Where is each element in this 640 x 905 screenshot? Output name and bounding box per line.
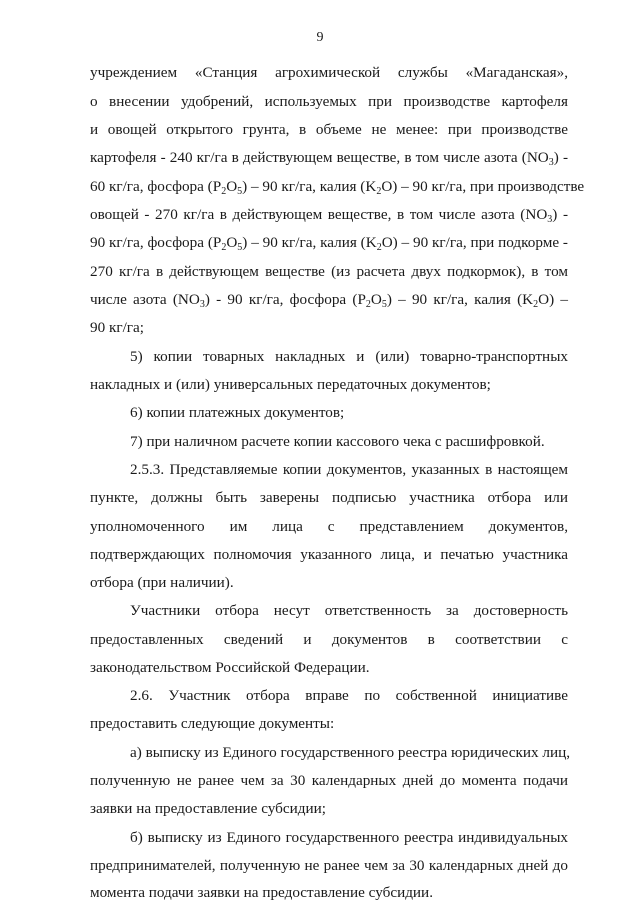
subscript: 2 xyxy=(221,242,227,253)
text-line: накладных и (или) универсальных передаточных документов; xyxy=(90,376,491,393)
text-line: овощей - 270 кг/га в действующем веществе, в том числе азота $(NO_3)$ - xyxy=(90,206,568,225)
text-line: 6) копии платежных документов; xyxy=(130,404,345,421)
subscript: 3 xyxy=(547,214,553,225)
text-line: момента подачи заявки на предоставление субсидии. xyxy=(90,884,433,901)
text-line: уполномоченного им лица с представлением документов, xyxy=(90,518,568,535)
text-line: 90 кг/га, фосфора $(P_2O_5) - 90$ кг/га, калия $(K_2O) - 90$ кг/га, при подкорме - xyxy=(90,234,568,253)
text-line: 60 кг/га, фосфора $(P_2O_5) - 90$ кг/га, калия $(K_2O) - 90$ кг/га, при производстве xyxy=(90,178,585,197)
page-number: 9 xyxy=(316,30,324,45)
subscript: 2 xyxy=(376,186,382,197)
subscript: 2 xyxy=(221,186,227,197)
text-line: подтверждающих полномочия указанного лица, и печатью участника xyxy=(90,546,568,563)
text-line: заявки на предоставление субсидии; xyxy=(90,800,326,817)
text-line: 270 кг/га в действующем веществе (из расчета двух подкормок), в том xyxy=(90,263,568,280)
text-line: предоставить следующие документы: xyxy=(90,715,335,732)
text-line: предпринимателей, полученную не ранее чем за 30 календарных дней до xyxy=(90,857,568,874)
subscript: 5 xyxy=(381,299,387,310)
text-line: предоставленных сведений и документов в соответствии с xyxy=(90,631,568,648)
subscript: 3 xyxy=(548,157,554,168)
text-line: числе азота $(NO_3) - 90$ кг/га, фосфора $(P_2O_5) - 90$ кг/га, калия $(K_2O)$ – xyxy=(90,291,568,310)
text-line: 90 кг/га; xyxy=(90,319,145,336)
text-line: пункте, должны быть заверены подписью участника отбора или xyxy=(90,489,568,506)
text-line: о внесении удобрений, используемых при производстве картофеля xyxy=(90,93,568,110)
subscript: 2 xyxy=(365,299,371,310)
text-line: 5) копии товарных накладных и (или) товарно-транспортных xyxy=(130,348,568,365)
text-line: учреждением «Станция агрохимической службы «Магаданская», xyxy=(90,64,568,81)
subscript: 2 xyxy=(376,242,382,253)
text-line: Участники отбора несут ответственность за достоверность xyxy=(130,602,568,619)
text-line: 2.6. Участник отбора вправе по собственной инициативе xyxy=(130,687,568,704)
text-line: картофеля - 240 кг/га в действующем веществе, в том числе азота $(NO_3)$ - xyxy=(90,149,568,168)
subscript: 3 xyxy=(199,299,205,310)
text-line: полученную не ранее чем за 30 календарных дней до момента подачи xyxy=(90,772,568,789)
subscript: 5 xyxy=(237,242,243,253)
text-line: 7) при наличном расчете копии кассового чека с расшифровкой. xyxy=(130,433,545,450)
subscript: 2 xyxy=(533,299,539,310)
subscript: 5 xyxy=(237,186,243,197)
text-line: и овощей открытого грунта, в объеме не менее: при производстве xyxy=(90,121,568,138)
text-line: а) выписку из Единого государственного реестра юридических лиц, xyxy=(130,744,570,761)
text-line: 2.5.3. Представляемые копии документов, указанных в настоящем xyxy=(130,461,568,478)
text-line: законодательством Российской Федерации. xyxy=(90,659,370,676)
text-line: отбора (при наличии). xyxy=(90,574,234,591)
text-line: б) выписку из Единого государственного реестра индивидуальных xyxy=(130,829,568,846)
